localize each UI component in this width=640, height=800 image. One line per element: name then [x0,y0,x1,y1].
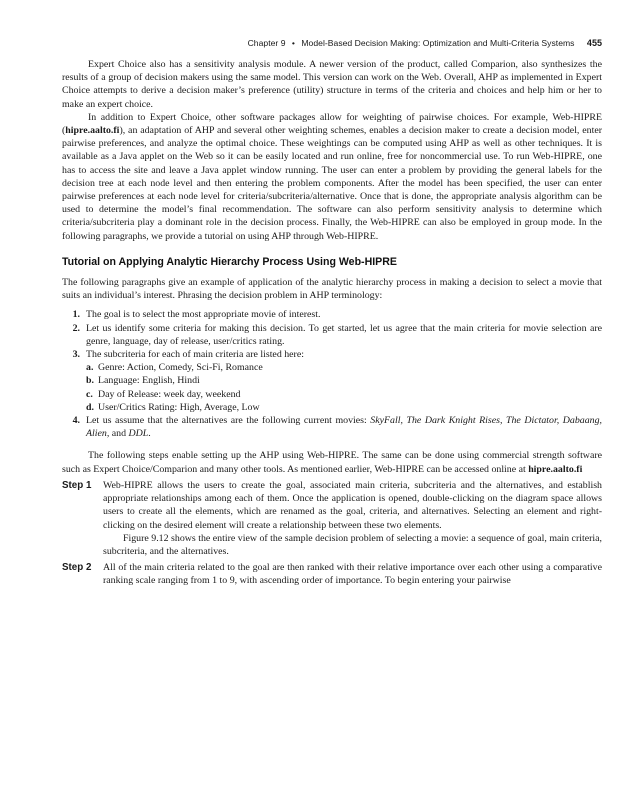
list-item [62,322,602,348]
movie-title-last: DDL [128,428,149,440]
paragraph-tutorial-intro: The following paragraphs give an example of application of the analytic hierarchy process in making a decision to select a movie that suits an individual’s interest. Phrasing the decision problem in AHP terminology: [62,277,602,302]
sub-item [86,401,602,414]
step-body [103,479,602,558]
list-text: Let us identify some criteria for making this decision. To get started, let us agree that the main criteria for movie selection are genre, language, day of release, user/critics rating. [86,322,602,347]
sub-letter: a. [86,362,94,374]
subcriteria-list [86,361,602,414]
list-text [86,348,602,414]
header-bullet: • [291,38,295,48]
paragraph-text: The following steps enable setting up the AHP using Web-HIPRE. The same can be done using commercial strength software such as Expert Choice/Comparion and many other tools. As mentioned earlier, Web-HIPRE can be accessed online at [62,450,602,475]
conjunction: and [109,428,129,440]
step-body [103,561,602,587]
paragraph-steps-intro [62,449,602,475]
list-number: 3. [72,349,80,361]
paragraph-expert-choice: Expert Choice also has a sensitivity analysis module. A newer version of the product, called Comparion, also synthesizes the results of a group of decision makers using the same model. This version can work on the Web. Overall, AHP as implemented in Expert Choice attempts to derive a decision maker’s preference (utility) structure in terms of the criteria and choices and help him or her to make an expert choice. [62,59,602,110]
period: . [148,428,151,440]
paragraph-text: In addition to Expert Choice, other software packages allow for weighting of pairwise choices. For example, Web-HIPRE ( [62,111,602,137]
list-text: The goal is to select the most appropriate movie of interest. [86,309,321,321]
sub-item [86,361,602,374]
sub-text: Language: English, Hindi [98,375,200,387]
sub-item [86,374,602,387]
sub-text: Genre: Action, Comedy, Sci-Fi, Romance [98,362,263,374]
step-label: Step 1 [62,479,92,491]
page-number: 455 [586,38,602,48]
alternatives-intro: Let us assume that the alternatives are the following current movies: [86,415,371,427]
list-number: 4. [72,415,80,427]
page-body [62,58,602,588]
step-text: Web-HIPRE allows the users to create the goal, associated main criteria, subcriteria and the alternatives, and establish appropriate relationships among each of them. Once the application is opened, double-clicking on the diagram space allows users to create all the elements, which are renamed as the goal, criteria, and alternatives. Selecting an element and right-clicking on the desired element will create a relationship between these two elements. [103,479,602,531]
hipre-link[interactable]: hipre.aalto.fi [528,463,583,475]
step-text: Figure 9.12 shows the entire view of the sample decision problem of selecting a movie: a sequence of goal, main criteria, subcriteria, and the alternatives. [103,532,602,557]
sub-letter: d. [86,401,94,413]
movie-titles: SkyFall, The Dark Knight Rises, The Dictator, Dabaang, Alien, [86,415,602,440]
hipre-link[interactable]: hipre.aalto.fi [65,125,120,137]
sub-text: User/Critics Rating: High, Average, Low [98,401,260,413]
chapter-title: Model-Based Decision Making: Optimization and Multi-Criteria Systems [301,38,575,48]
running-header [62,38,602,48]
step-text: All of the main criteria related to the goal are then ranked with their relative importance over each other using a comparative ranking scale ranging from 1 to 9, with ascending order of importance. To begin entering your pairwise [103,562,602,587]
subcriteria-intro: The subcriteria for each of main criteria are listed here: [86,349,304,361]
step-label: Step 2 [62,562,92,574]
list-item [62,348,602,414]
list-text [86,414,602,440]
section-heading: Tutorial on Applying Analytic Hierarchy Process Using Web-HIPRE [62,255,397,268]
sub-letter: c. [86,388,93,400]
list-item [62,414,602,440]
sub-item [86,388,602,401]
ahp-steps-list [62,308,602,440]
sub-letter: b. [86,375,94,387]
paragraph-text: ), an adaptation of AHP and several other weighting schemes, enables a decision maker to create a decision model, enter pairwise preferences, and analyze the optimal choice. These weightings can be computed using AHP as well as other techniques. It is available as a Java applet on the Web so it can be easily located and run online, free for noncommercial use. To run Web-HIPRE, one has to access the site and leave a Java applet window running. The user can enter a problem by providing the general labels for the decision tree at each node level and then entering the problem components. After the model has been specified, the user can enter pairwise preferences at each node level for criteria/subcriteria/alternative. Once that is done, the appropriate analysis algorithm can be used to determine the model’s final recommendation. The software can also perform sensitivity analysis to determine which criteria/subcriteria play a dominant role in the decision process. Finally, the Web-HIPRE can also be employed in group mode. In the following paragraphs, we provide a tutorial on using AHP through Web-HIPRE. [62,125,602,242]
list-number: 2. [72,322,80,334]
list-number: 1. [72,309,80,321]
sub-text: Day of Release: week day, weekend [98,388,241,400]
paragraph-web-hipre [62,111,602,243]
list-item [62,308,602,321]
step-2 [62,561,602,587]
step-1 [62,479,602,558]
chapter-label: Chapter 9 [247,38,286,48]
